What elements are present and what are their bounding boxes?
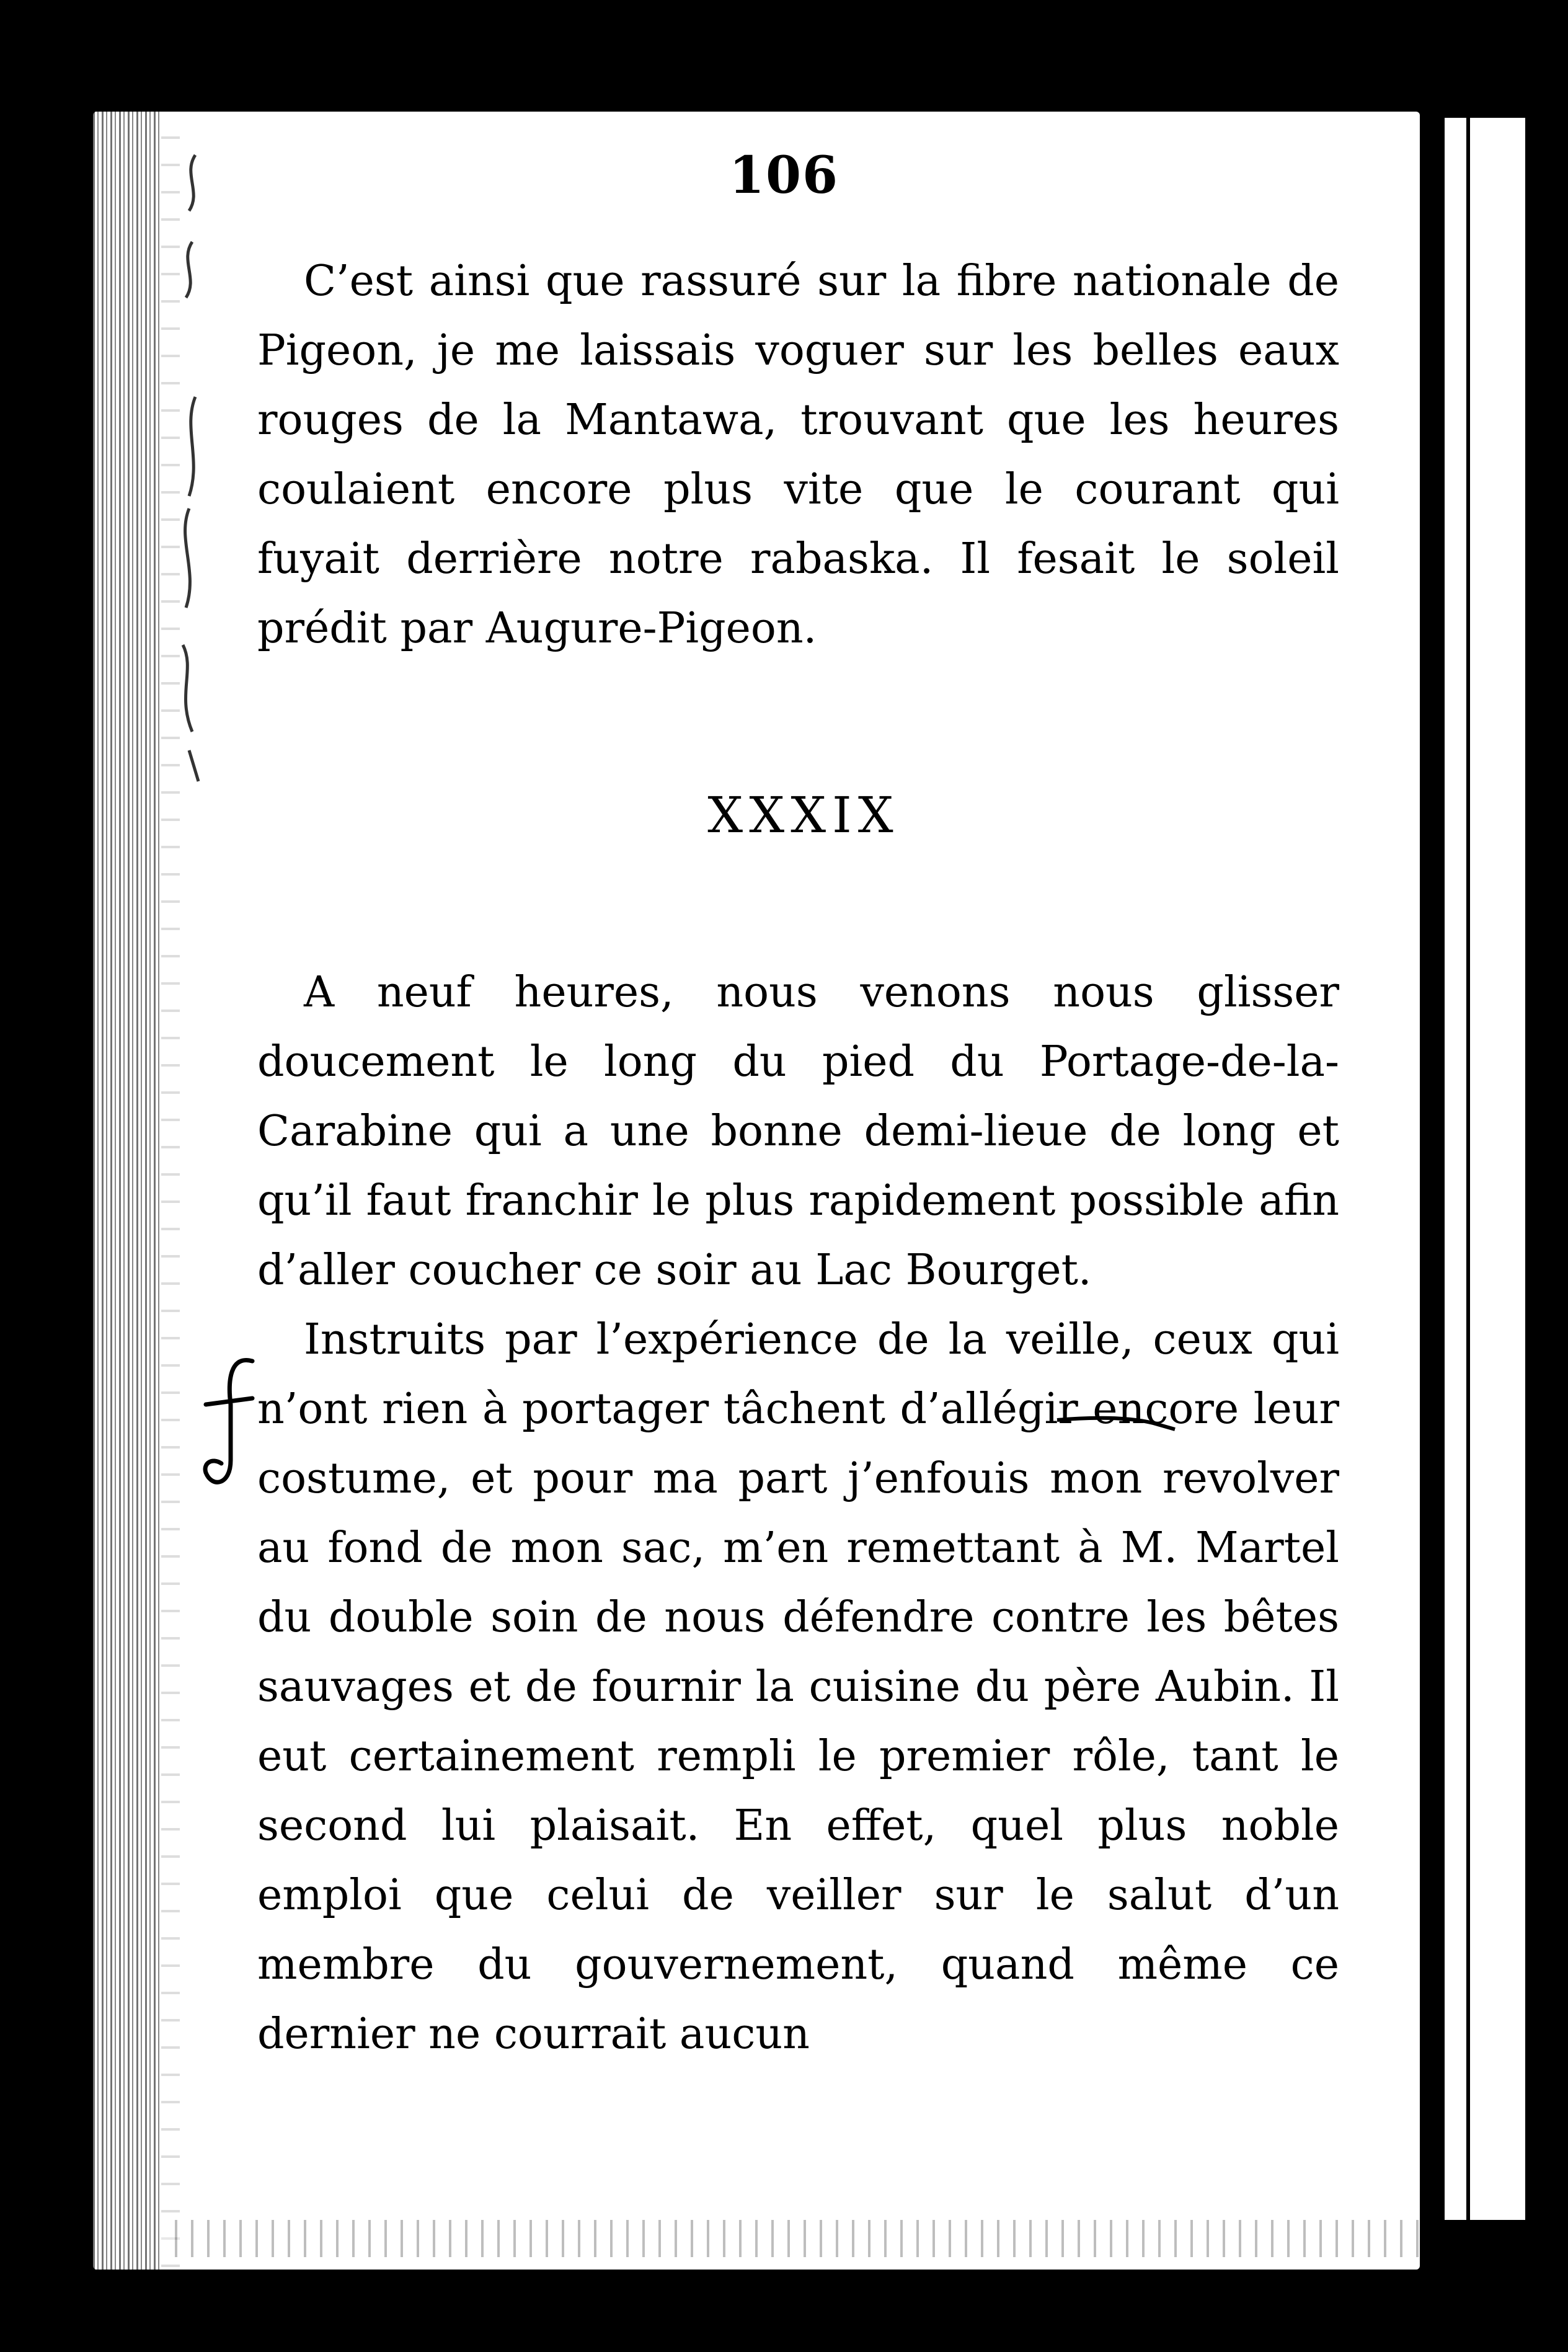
binding-gutter xyxy=(93,112,161,2270)
margin-handwriting xyxy=(171,136,214,794)
text-block-intro xyxy=(257,247,1339,663)
next-leaf-edge xyxy=(1445,118,1525,2220)
next-leaf-border xyxy=(1466,118,1470,2220)
text-block-chapter xyxy=(257,958,1339,2069)
underline-mark-icon xyxy=(1054,1414,1178,1439)
paragraph: A neuf heures, nous venons nous glisser doucement le long du pied du Portage-de-la-Carabine qui a une bonne demi-lieue de long et qu’il faut franchir le plus rapidement possible afin d’aller coucher ce soir au Lac Bourget. xyxy=(257,968,1339,1295)
paragraph: Instruits par l’expérience de la veille, ceux qui n’ont rien à portager tâchent d’allégir encore leur costume, et pour ma part j’enfouis mon revolver au fond de mon sac, m’en remettant à M. Martel du double soin de nous défendre contre les bêtes sauvages et de fournir la cuisine du père Aubin. Il eut certainement rempli le premier rôle, tant le second lui plaisait. En effet, quel plus noble emploi que celui de veiller sur le salut d’un membre du gouvernement, quand même ce dernier ne courrait aucun xyxy=(257,1315,1339,2059)
paragraph: C’est ainsi que rassuré sur la fibre nationale de Pigeon, je me laissais voguer sur les belles eaux rouges de la Mantawa, trouvant que les heures coulaient encore plus vite que le courant qui fuyait derrière notre rabaska. Il fesait le soleil prédit par Augure-Pigeon. xyxy=(257,257,1339,653)
page-bottom-edge xyxy=(161,2220,1420,2257)
page-number: 106 xyxy=(729,146,839,205)
margin-delete-mark-icon xyxy=(193,1349,262,1498)
chapter-heading: XXXIX xyxy=(707,786,900,844)
